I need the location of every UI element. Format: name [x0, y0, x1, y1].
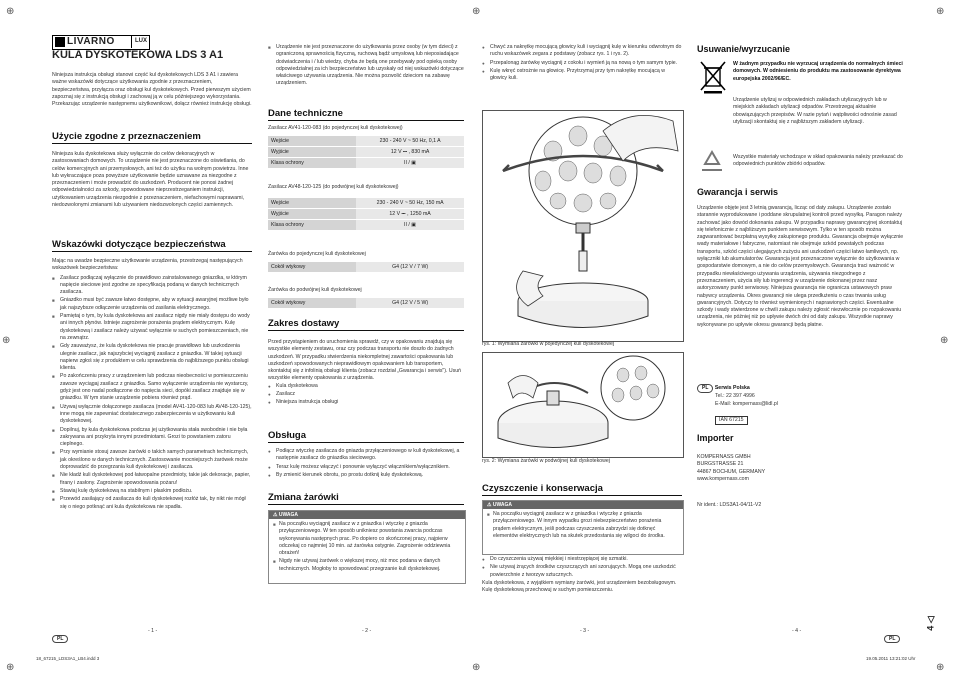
list-item: ● Zasilacz: [268, 391, 464, 398]
print-filename: 18_67215_LDS3A1_LB4.indd 3: [36, 656, 100, 661]
cleaning-list: [482, 556, 682, 594]
list-item: ■ Zasilacz podłączaj wyłącznie do prawidłowo zainstalowanego gniazdka, w którym napięcie sieciowe jest zgodne ze specyfikacją podaną w danych technicznych zasilacza.: [52, 275, 252, 297]
safety-list: [52, 258, 252, 512]
list-item: ● Teraz kulę możesz włączyć i ponownie wyłączyć włącznikiem/wyłącznikiem.: [268, 464, 464, 471]
cleaning-heading: Czyszczenie i konserwacja: [482, 483, 682, 496]
list-item: ■ Na początku wyciągnij zasilacz w z gniazdka i wtyczkę z gniazda przyłączeniowego. W ten sposób unikniesz powstania zwarcia podczas wykonywania następnych prac. Po dopiero co skończonej pracy, najpierw odczekaj co najmniej 10 min. aż żarówka ostygnie. Zagrożenie oddziewnia obrażeń!: [273, 521, 461, 557]
side-page-number: 4 ◁: [925, 616, 936, 631]
crop-mark: ⊕: [940, 335, 949, 346]
brand-logo: LIVARNO LUX: [52, 35, 150, 50]
figure-2-caption: rys. 2: Wymiana żarówki w podwójnej kuli dyskotekowej: [482, 458, 610, 464]
list-item: ■ Pamiętaj o tym, by kula dyskotekowa ani zasilacz nigdy nie miały dostępu do wody ani innych płynów. Istnieje zagrożenie porażenia prądem elektrycznym. Kulę dyskotekową i zasilacz należy używać wyłącznie w suchych pomieszczeniach, nie na zewnątrz.: [52, 313, 252, 342]
list-item: ■ Po zakończeniu pracy z urządzeniem lub podczas nieobecności w pomieszczeniu zawsze wyciągaj zasilacz z gniazdka. Samo wyłączenie urządzenia nie wystarczy, gdyż jest ono nadal podłączone do napięcia sieci, dopóki zasilacz znajduje się w gniazdku. W tym stanie urządzenie pobiera również prąd.: [52, 373, 252, 402]
operation-list: [268, 448, 464, 480]
intro-text: Niniejsza instrukcja obsługi stanowi część kul dyskotekowych LDS 3 A1 i zawiera ważne wskazówki dotyczące użytkowania zgodnie z przeznaczeniem, bezpieczeństwa, przyłącza oraz obsługi kul dyskotekowych. Przed pierwszym użyciem zapoznaj się z instrukcją obsługi i zachowaj ją w celu późniejszego wykorzystania. Przekazując urządzenie następnemu użytkownikowi, dołącz również instrukcję obsługi.: [52, 72, 252, 108]
page-number: - 2 -: [362, 628, 372, 634]
list-item: ● Chwyć za nakrętkę mocującą głowicy kuli i wyciągnij kulę w kierunku odwrotnym do ruchu wskazówek zegara z podstawy (zobacz rys. 1 i rys. 2).: [482, 44, 682, 59]
recycle-text: Wszystkie materiały wchodzące w skład opakowania należy przekazać do odpowiednich punktów zbiórki odpadów.: [733, 154, 903, 168]
table-row: Klasa ochrony II / ▣: [268, 220, 464, 231]
use-heading: Użycie zgodne z przeznaczeniem: [52, 131, 252, 144]
ident-number: Nr ident.: LDS3A1-04/11-V2: [697, 502, 762, 508]
cleaning-text: Kula dyskotekowa, z wyjątkiem wymiany żarówki, jest urządzeniem bezobsługowym. Kulę dyskotekową przechowuj w suchym pomieszczeniu.: [482, 579, 677, 594]
warning-icon: ⚠: [273, 512, 279, 518]
list-item: ● Niniejsza instrukcja obsługi: [268, 399, 464, 406]
table-row: Cokół wtykowy G4 (12 V / 5 W): [268, 298, 464, 309]
bulb2-table: [268, 298, 464, 309]
figure-1-caption: rys. 1: Wymiana żarówki w pojedynczej kuli dyskotekowej: [482, 341, 614, 347]
list-item: ● Nie używaj żrących środków czyszczących ani szorujących. Mogą one uszkodzić powierzchnie z tworzyw sztucznych.: [482, 564, 682, 579]
triangle-icon: ◁: [925, 616, 936, 624]
crop-mark: ⊕: [472, 6, 481, 17]
table-row: Wejście 230 - 240 V ~ 50 Hz, 150 mA: [268, 198, 464, 209]
importer-address: [697, 454, 905, 483]
crop-mark: ⊕: [2, 335, 11, 346]
print-date: 19.05.2011 13:21:02 Uhr: [866, 656, 916, 661]
address-line: BURGSTRASSE 21: [697, 461, 744, 468]
list-item: ■ Stawiaj kulę dyskotekową na stabilnym i płaskim podłożu.: [52, 488, 252, 495]
list-item: ■ Gdy zauważysz, że kula dyskotekowa nie pracuje prawidłowo lub uszkodzenia ulegnie zasilacz, jak najszybciej wyciągnij zasilacz z gniazdka. W takiej sytuacji napierw zgłoś się z produktem w celu sprawdzenia do najbliższego punktu obsługi klienta.: [52, 343, 252, 372]
warning-box: [268, 510, 466, 584]
crop-mark: ⊕: [936, 662, 945, 673]
table-row: Wejście 230 - 240 V ~ 50 Hz, 0,1 A: [268, 136, 464, 147]
bulb1-caption: Żarówka do pojedynczej kuli dyskotekowej: [268, 251, 366, 257]
warning-title: ⚠ UWAGA: [483, 501, 683, 509]
table-row: Klasa ochrony II / ▣: [268, 158, 464, 169]
psu1-caption: Zasilacz AV41-120-083 (do pojedynczej kuli dyskotekowej): [268, 125, 403, 131]
warning-box: [482, 500, 684, 555]
list-item: ■ Na początku wyciągnij zasilacz w z gniazdka i wtyczkę z gniazda przyłączeniowego. W innym wypadku grozi niebezpieczeństwo porażenia prądem elektrycznym, jeśli podczas czyszczenia zabrzydzi się dotknęć elementów elektrycznych lub na skutek przedostania się wilgoci do środka.: [487, 511, 679, 540]
recycle-icon: [699, 150, 725, 174]
list-item: ■ Gniazdko musi być zawsze łatwo dostępne, aby w sytuacji awaryjnej możliwe było jak najszybsze odłączenie urządzenia od zasilania elektrycznego.: [52, 297, 252, 312]
crop-mark: ⊕: [6, 662, 15, 673]
use-text: Niniejsza kula dyskotekowa służy wyłącznie do celów dekoracyjnych w zastosowaniach domowych. To urządzenie nie jest przeznaczone do oświetlania, do celów komercyjnych ani przemysłowych, ani też do użytku na wolnym powietrzu. Inne lub wykraczające poza powyższe użytkowanie będzie uznawane za niezgodne z przeznaczeniem i może prowadzić do uszkodzeń. Producent nie ponosi żadnej odpowiedzialności za szkody, spowodowane nieprzestrzeganiem instrukcji, użytkowaniem urządzenia niezgodnie z przeznaczeniem, niefachowymi naprawami, niedozwolonymi zmianami lub używaniem niedozwolonych części zamiennych.: [52, 151, 249, 209]
disco-ball-double-illustration: [483, 353, 683, 457]
list-item: ■ Używaj wyłącznie dołączonego zasilacza (model AV41-120-083 lub AV48-120-125), inne mogą nie zapewniać dostatecznego zabezpieczenia w użytkowaniu kuli dyskotekowej.: [52, 404, 252, 426]
safety-intro: Mając na uwadze bezpieczne użytkowanie urządzenia, przestrzegaj następujących wskazówek bezpieczeństwa:: [52, 258, 243, 272]
delivery-section: [268, 339, 464, 408]
list-item: ● Kulę wkręć ostrożnie na głowicę. Przytrzymaj przy tym nakrętkę mocującą w głowicy kuli.: [482, 68, 682, 83]
bulb1-table: [268, 262, 464, 273]
warranty-text: Urządzenie objęte jest 3 letnią gwarancją, licząc od daty zakupu. Urządzenie zostało starannie wyprodukowane i poddane skrupulatnej kontroli przed wysyłką. Paragon należy zachować jako dowód dokonania zakupu. W przypadku naprawy gwarancyjnej skontaktuj się telefonicznie z najbliższym punktem serwisowym. Tylko w ten sposób można zagwarantować bezpłatną wysyłkę zakupionego produktu. Gwarancja obejmuje wyłącznie wady materiałowe i fabryczne, natomiast nie obejmuje szkód powstałych podczas transportu, szkód części ulegających zużyciu ani uszkodzeń części łatwo łamliwych, np. wyłączniki lub akumulatorów. Gwarancja jest przeznaczone wyłącznie do użytkowania w gospodarstwie domowym, a nie do celów przemysłowych. Gwarancja traci ważność w przypadku niewłaściwego używania urządzenia, używania niezgodnego z przeznaczeniem, użycia siły lub ingerencji w urządzenie dokonanej przez nasz autoryzowany punkt serwisowy. Niniejsza gwarancja nie ogranicza ustawowych praw nabywcy urządzenia. Okres gwarancji nie ulega przedłużeniu o czas trwania usług gwarancyjnych. Dotyczy to również wymienionych i naprawionych części. Ewentualne szkody i wady stwierdzone w chwili zakupu należy zgłosić niezwłocznie po rozpakowaniu urządzenia, nie później niż po upływie dwóch dni od daty zakupu. Wszystkie naprawy wykonywane po upływie okresu gwarancji będą płatne.: [697, 205, 904, 328]
bulb-change-heading: Zmiana żarówki: [268, 492, 464, 505]
ian-box: IAN 67215: [715, 416, 748, 425]
figure-1: [482, 110, 684, 342]
delivery-text: Przed przystąpieniem do uruchomienia sprawdź, czy w opakowaniu znajdują się wszystkie elementy zestawu, oraz czy podczas transportu nie doszło do żadnych uszkodzeń. W przypadku stwierdzenia niekompletnej zawartości opakowania lub uszkodzeń spowodowanych nieprawidłowym opakowaniem lub transportem, skontaktuj się z infolinią obsługi klienta (zobacz rozdział „Gwarancja i serwis"). Usuń wszystkie elementy opakowania z urządzenia.: [268, 339, 461, 382]
country-badge: PL: [697, 384, 713, 393]
warning-title: ⚠ UWAGA: [269, 511, 465, 519]
service-title: Serwis Polska: [714, 385, 750, 391]
page-number: - 4 -: [792, 628, 802, 634]
list-item: ■ Nigdy nie używaj żarówek o większej mocy, niż moc podana w danych technicznych. Mogłoby to spowodować przegrzanie kuli dyskotekowej.: [273, 558, 461, 573]
crop-mark: ⊕: [936, 6, 945, 17]
disposal-bold-text: W żadnym przypadku nie wyrzucaj urządzenia do normalnych śmieci domowych. W odniesieniu do produktu ma zastosowanie dyrektywa europejska 2002/96/EC.: [733, 61, 903, 82]
page-number: - 1 -: [148, 628, 158, 634]
list-item: ■ Przy wymianie stosuj zawsze żarówki o takich samych parametrach technicznych, jak określono w danych technicznych. Zastosowanie mocniejszych żarówek może doprowadzić do przegrzania kuli dyskotekowej i zasilacza.: [52, 449, 252, 471]
address-line: 44867 BOCHUM, GERMANY: [697, 468, 766, 475]
table-row: Wyjście 12 V ⎓ , 1250 mA: [268, 209, 464, 220]
footer-lang-left: PL: [52, 627, 68, 645]
address-line: KOMPERNASS GMBH: [697, 454, 751, 460]
table-row: Cokół wtykowy G4 (12 V / 7 W): [268, 262, 464, 273]
warranty-heading: Gwarancja i serwis: [697, 187, 779, 197]
list-item: ■ Nie kładź kuli dyskotekowej pod łatwopalne przedmioty, takie jak dekoracje, papier, firany i zasłony. Zagrożenie spowodowania pożaru!: [52, 472, 252, 487]
list-item: ■ Przewód zasilający od zasilacza do kuli dyskotekowej rozłóż tak, by nikt nie mógł się o niego potknąć ani kula dyskotekowa nie spadła.: [52, 496, 252, 511]
page-title: KULA DYSKOTEKOWA LDS 3 A1: [52, 49, 224, 61]
crop-mark: ⊕: [472, 662, 481, 673]
list-item: ● Podłącz wtyczkę zasilacza do gniazda przyłączeniowego w kuli dyskotekowej, a następnie zasilacz do gniazdka sieciowego.: [268, 448, 464, 463]
importer-heading: Importer: [697, 433, 734, 443]
psu1-table: [268, 136, 464, 169]
service-tel: Tel.: 22 397 4996: [715, 393, 755, 400]
bulb-steps: [482, 44, 682, 83]
column-2: [268, 0, 464, 572]
footer-lang-right: PL: [884, 627, 900, 645]
list-item: ● Do czyszczenia używaj miękkiej i niestrzępiącej się szmatki.: [482, 556, 682, 563]
delivery-heading: Zakres dostawy: [268, 318, 464, 331]
list-item: ● Kula dyskotekowa: [268, 383, 464, 390]
tech-heading: Dane techniczne: [268, 108, 464, 121]
list-item: ● Przepalonąg żarówkę wyciągnij z cokołu i wymień ją na nową o tym samym typie.: [482, 60, 682, 67]
address-line: www.kompernass.com: [697, 475, 749, 482]
disco-ball-single-illustration: [483, 111, 683, 341]
safety-item-children: ■ Urządzenie nie jest przeznaczone do użytkowania przez osoby (w tym dzieci) z ograniczoną sprawnością fizyczną, ruchową bądź umysłową lub nieposiadające doświadczenia i / lub wiedzy, chyba że będą one przebywały pod opieką osoby odpowiedzialnej za ich bezpieczeństwo lub uzyskały od niej wskazówki dotyczące właściwego używania urządzenia. Nie można pozwolić dzieciom na zabawę urządzeniem.: [268, 44, 464, 88]
figure-2: [482, 352, 684, 458]
list-item: ■ Dopilnuj, by kula dyskotekowa podczas jej użytkowania stała swobodnie i nie była zakrywana ani przykryta innymi przedmiotami. Grozi to powstaniem zatoru cieplnego.: [52, 427, 252, 449]
bulb2-caption: Żarówka do podwójnej kuli dyskotekowej: [268, 287, 362, 293]
crop-mark: ⊕: [6, 6, 15, 17]
operation-heading: Obsługa: [268, 430, 464, 443]
safety-heading: Wskazówki dotyczące bezpieczeństwa: [52, 239, 252, 252]
list-item: ● By zmienić kierunek obrotu, po prostu dotknij kulę dyskotekową.: [268, 472, 464, 479]
warning-icon: ⚠: [487, 502, 493, 508]
disposal-heading: Usuwanie/wyrzucanie: [697, 44, 791, 54]
service-email: E-Mail: kompernass@lidl.pl: [715, 400, 778, 407]
psu2-table: [268, 198, 464, 231]
table-row: Wyjście 12 V ⎓ , 830 mA: [268, 147, 464, 158]
disposal-text: Urządzenie utylizuj w odpowiednich zakładach utylizacyjnych lub w miejskich zakładach utylizacji odpadów. Przestrzegaj aktualnie obowiązujących przepisów. W razie pytań i wątpliwości odnośnie zasad utylizacji skontaktuj się z najbliższym zakładem utylizacji.: [733, 97, 897, 125]
page-number: - 3 -: [580, 628, 590, 634]
service-block: [697, 384, 905, 426]
crossed-bin-icon: [699, 60, 727, 94]
psu2-caption: Zasilacz AV48-120-125 (do podwójnej kuli dyskotekowej): [268, 184, 399, 190]
